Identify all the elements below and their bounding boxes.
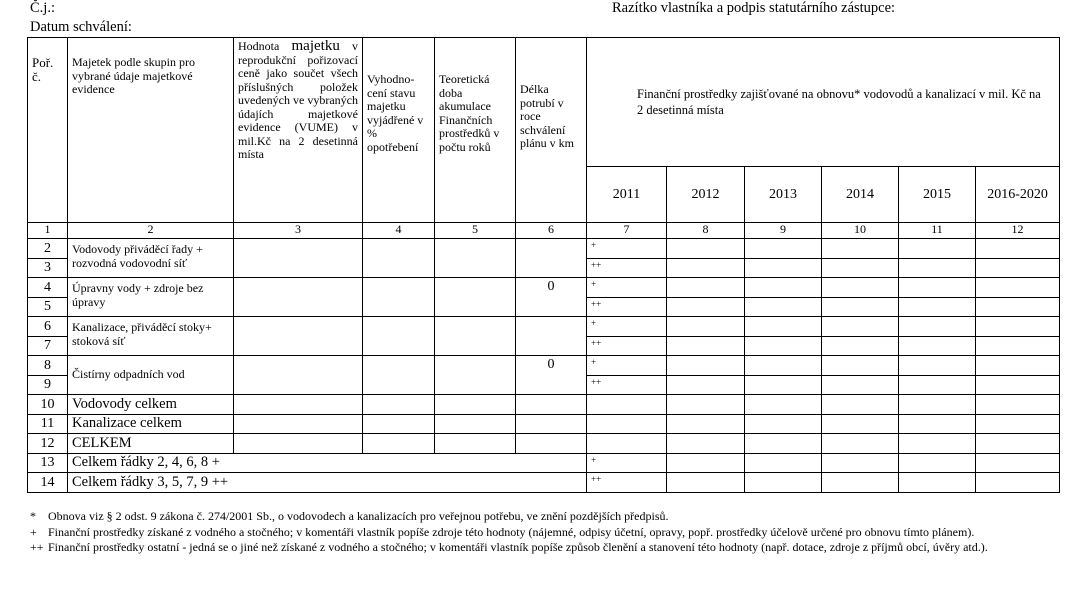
- own-funds-marker: +: [587, 317, 667, 337]
- value-cell[interactable]: [363, 414, 435, 434]
- value-cell[interactable]: [822, 375, 899, 395]
- header-accumulation-period: Teoretická doba akumulace Finančních prostředků v počtu roků: [435, 38, 516, 223]
- value-cell[interactable]: [899, 356, 976, 376]
- table-row: [28, 356, 1060, 376]
- value-cell[interactable]: [822, 336, 899, 356]
- value-cell[interactable]: [667, 239, 745, 259]
- row-number: 10: [28, 395, 68, 415]
- cj-label: Č.j.:: [30, 0, 55, 16]
- value-cell[interactable]: [822, 414, 899, 434]
- col-number: 12: [976, 223, 1060, 239]
- header-asset-value: [234, 38, 363, 223]
- header-asset-value-b: majetku: [291, 38, 340, 54]
- value-cell[interactable]: [234, 239, 363, 278]
- header-asset-group: Majetek podle skupin pro vybrané údaje majetkové evidence: [68, 38, 234, 223]
- row-number: 4: [28, 278, 68, 298]
- table-row: [28, 317, 1060, 337]
- value-cell[interactable]: [899, 317, 976, 337]
- value-cell[interactable]: [822, 317, 899, 337]
- water-supply-total-label: Vodovody celkem: [68, 395, 234, 415]
- year-2016-2020: 2016-2020: [976, 167, 1060, 223]
- value-cell[interactable]: [899, 375, 976, 395]
- value-cell[interactable]: [745, 317, 822, 337]
- footnote-symbol: *: [30, 509, 36, 523]
- footnotes: [30, 509, 1050, 556]
- footnote: [30, 540, 1050, 556]
- pipe-length-value: 0: [516, 278, 587, 317]
- value-cell[interactable]: [363, 395, 435, 415]
- value-cell[interactable]: [899, 434, 976, 454]
- value-cell[interactable]: [667, 453, 745, 473]
- own-funds-total-label: Celkem řádky 2, 4, 6, 8 +: [68, 453, 587, 473]
- value-cell[interactable]: [745, 414, 822, 434]
- value-cell[interactable]: [435, 395, 516, 415]
- value-cell[interactable]: [822, 473, 899, 493]
- value-cell[interactable]: [516, 414, 587, 434]
- value-cell[interactable]: [745, 278, 822, 298]
- value-cell[interactable]: [822, 297, 899, 317]
- value-cell[interactable]: [822, 239, 899, 259]
- col-number: 10: [822, 223, 899, 239]
- sewerage-total-label: Kanalizace celkem: [68, 414, 234, 434]
- value-cell[interactable]: [667, 278, 745, 298]
- value-cell[interactable]: [667, 297, 745, 317]
- value-cell[interactable]: [667, 336, 745, 356]
- header-financial-resources: Finanční prostředky zajišťované na obnovu* vodovodů a kanalizací v mil. Kč na 2 desetinná místa: [587, 38, 1060, 167]
- year-2012: 2012: [667, 167, 745, 223]
- value-cell[interactable]: [822, 278, 899, 298]
- value-cell[interactable]: [363, 239, 435, 278]
- value-cell[interactable]: [976, 434, 1060, 454]
- footnote-text: Obnova viz § 2 odst. 9 zákona č. 274/2001 Sb., o vodovodech a kanalizacích pro veřejnou potřebu, ve znění pozdějších předpisů.: [48, 509, 669, 523]
- value-cell[interactable]: [435, 317, 516, 356]
- value-cell[interactable]: [667, 414, 745, 434]
- value-cell[interactable]: [667, 473, 745, 493]
- row-number: 13: [28, 453, 68, 473]
- value-cell[interactable]: [976, 278, 1060, 298]
- header-pipe-length: Délka potrubí v roce schválení plánu v km: [516, 38, 587, 223]
- value-cell[interactable]: [667, 356, 745, 376]
- year-2015: 2015: [899, 167, 976, 223]
- value-cell[interactable]: [976, 258, 1060, 278]
- col-number: 7: [587, 223, 667, 239]
- value-cell[interactable]: [234, 434, 363, 454]
- value-cell[interactable]: [667, 258, 745, 278]
- value-cell[interactable]: [899, 453, 976, 473]
- value-cell[interactable]: [899, 239, 976, 259]
- value-cell[interactable]: [745, 395, 822, 415]
- value-cell[interactable]: [587, 414, 667, 434]
- row-number: 11: [28, 414, 68, 434]
- value-cell[interactable]: [976, 395, 1060, 415]
- value-cell[interactable]: [976, 297, 1060, 317]
- header-order-number: Poř. č.: [28, 38, 68, 223]
- value-cell[interactable]: [976, 375, 1060, 395]
- group-sewerage: Kanalizace, přiváděcí stoky+ stoková síť: [68, 317, 234, 356]
- row-number: 14: [28, 473, 68, 493]
- approval-date-label: Datum schválení:: [30, 19, 132, 35]
- value-cell[interactable]: [745, 336, 822, 356]
- row-number: 7: [28, 336, 68, 356]
- table-row: [28, 395, 1060, 415]
- value-cell[interactable]: [899, 258, 976, 278]
- other-funds-marker: ++: [587, 375, 667, 395]
- value-cell[interactable]: [435, 278, 516, 317]
- value-cell[interactable]: [745, 434, 822, 454]
- footnote: [30, 525, 1050, 541]
- footnote-symbol: +: [30, 524, 37, 539]
- value-cell[interactable]: [899, 473, 976, 493]
- header-asset-value-a: Hodnota: [238, 39, 280, 53]
- footnote-text: Finanční prostředky ostatní - jedná se o jiné než získané z vodného a stočného; v komentáři vlastník popíše způsob členění a stanovení této hodnoty (např. dotace, zdroje z příjmů obcí, úvěry atd.).: [48, 540, 988, 555]
- group-water-supply: Vodovody přiváděcí řady + rozvodná vodovodní síť: [68, 239, 234, 278]
- header-condition: Vyhodno-cení stavu majetku vyjádřené v % opotřebení: [363, 38, 435, 223]
- col-number: 2: [68, 223, 234, 239]
- row-number: 9: [28, 375, 68, 395]
- other-funds-marker: ++: [587, 297, 667, 317]
- row-number: 2: [28, 239, 68, 259]
- value-cell[interactable]: [745, 375, 822, 395]
- value-cell[interactable]: [976, 336, 1060, 356]
- year-2014: 2014: [822, 167, 899, 223]
- value-cell[interactable]: [822, 356, 899, 376]
- value-cell[interactable]: [435, 434, 516, 454]
- value-cell[interactable]: [363, 278, 435, 317]
- col-number: 6: [516, 223, 587, 239]
- col-number: 9: [745, 223, 822, 239]
- row-number: 8: [28, 356, 68, 376]
- value-cell[interactable]: [976, 473, 1060, 493]
- value-cell[interactable]: [745, 258, 822, 278]
- value-cell[interactable]: [899, 297, 976, 317]
- col-number: 8: [667, 223, 745, 239]
- value-cell[interactable]: [976, 239, 1060, 259]
- col-number: 5: [435, 223, 516, 239]
- value-cell[interactable]: [516, 317, 587, 356]
- value-cell[interactable]: [976, 317, 1060, 337]
- table-row: [28, 473, 1060, 493]
- value-cell[interactable]: [899, 414, 976, 434]
- grand-total-label: CELKEM: [68, 434, 234, 454]
- value-cell[interactable]: [745, 356, 822, 376]
- value-cell[interactable]: [516, 395, 587, 415]
- value-cell[interactable]: [516, 434, 587, 454]
- value-cell[interactable]: [976, 453, 1060, 473]
- value-cell[interactable]: [745, 473, 822, 493]
- value-cell[interactable]: [435, 414, 516, 434]
- own-funds-marker: +: [587, 239, 667, 259]
- other-funds-marker: ++: [587, 258, 667, 278]
- value-cell[interactable]: [976, 414, 1060, 434]
- table-row: [28, 278, 1060, 298]
- value-cell[interactable]: [435, 356, 516, 395]
- value-cell[interactable]: [587, 434, 667, 454]
- row-number: 6: [28, 317, 68, 337]
- value-cell[interactable]: [667, 395, 745, 415]
- value-cell[interactable]: [363, 434, 435, 454]
- value-cell[interactable]: [363, 356, 435, 395]
- group-wastewater-plants: Čistírny odpadních vod: [68, 356, 234, 395]
- value-cell[interactable]: [667, 317, 745, 337]
- header-asset-value-c: v reprodukční pořizovací ceně jako součet všech příslušných položek uvedených ve vybraných údajích majetkové evidence (VUME) v mil.Kč na 2 desetinná místa: [238, 39, 358, 161]
- other-funds-total-label: Celkem řádky 3, 5, 7, 9 ++: [68, 473, 587, 493]
- group-water-treatment: Úpravny vody + zdroje bez úpravy: [68, 278, 234, 317]
- value-cell[interactable]: [899, 336, 976, 356]
- table-row: [28, 434, 1060, 454]
- col-number: 4: [363, 223, 435, 239]
- row-number: 3: [28, 258, 68, 278]
- value-cell[interactable]: [899, 395, 976, 415]
- value-cell[interactable]: [516, 239, 587, 278]
- footnote: [30, 509, 1050, 525]
- value-cell[interactable]: [234, 278, 363, 317]
- col-number: 1: [28, 223, 68, 239]
- value-cell[interactable]: [899, 278, 976, 298]
- value-cell[interactable]: [745, 239, 822, 259]
- value-cell[interactable]: [822, 453, 899, 473]
- value-cell[interactable]: [667, 434, 745, 454]
- value-cell[interactable]: [745, 297, 822, 317]
- own-funds-marker: +: [587, 278, 667, 298]
- value-cell[interactable]: [822, 434, 899, 454]
- value-cell[interactable]: [587, 395, 667, 415]
- stamp-signature-label: Razítko vlastníka a podpis statutárního zástupce:: [612, 0, 896, 16]
- col-number: 3: [234, 223, 363, 239]
- value-cell[interactable]: [976, 356, 1060, 376]
- value-cell[interactable]: [822, 258, 899, 278]
- value-cell[interactable]: [363, 317, 435, 356]
- col-number: 11: [899, 223, 976, 239]
- year-2011: 2011: [587, 167, 667, 223]
- year-2013: 2013: [745, 167, 822, 223]
- value-cell[interactable]: [234, 317, 363, 356]
- table-row: [28, 414, 1060, 434]
- value-cell[interactable]: [435, 239, 516, 278]
- asset-renewal-table: [27, 37, 1060, 493]
- other-funds-marker: ++: [587, 336, 667, 356]
- pipe-length-value: 0: [516, 356, 587, 395]
- table-row: [28, 239, 1060, 259]
- value-cell[interactable]: [745, 453, 822, 473]
- footnote-text: Finanční prostředky získané z vodného a stočného; v komentáři vlastník popíše zdroje této hodnoty (nájemné, odpisy účetní, opravy, popř. prostředky účelově určené pro obnovu tímto plánem).: [48, 524, 975, 539]
- value-cell[interactable]: [667, 375, 745, 395]
- own-funds-marker: +: [587, 453, 667, 473]
- other-funds-marker: ++: [587, 473, 667, 493]
- footnote-symbol: ++: [30, 540, 44, 555]
- row-number: 12: [28, 434, 68, 454]
- table-row: [28, 453, 1060, 473]
- value-cell[interactable]: [234, 414, 363, 434]
- column-number-row: [28, 223, 1060, 239]
- row-number: 5: [28, 297, 68, 317]
- value-cell[interactable]: [822, 395, 899, 415]
- own-funds-marker: +: [587, 356, 667, 376]
- value-cell[interactable]: [234, 395, 363, 415]
- value-cell[interactable]: [234, 356, 363, 395]
